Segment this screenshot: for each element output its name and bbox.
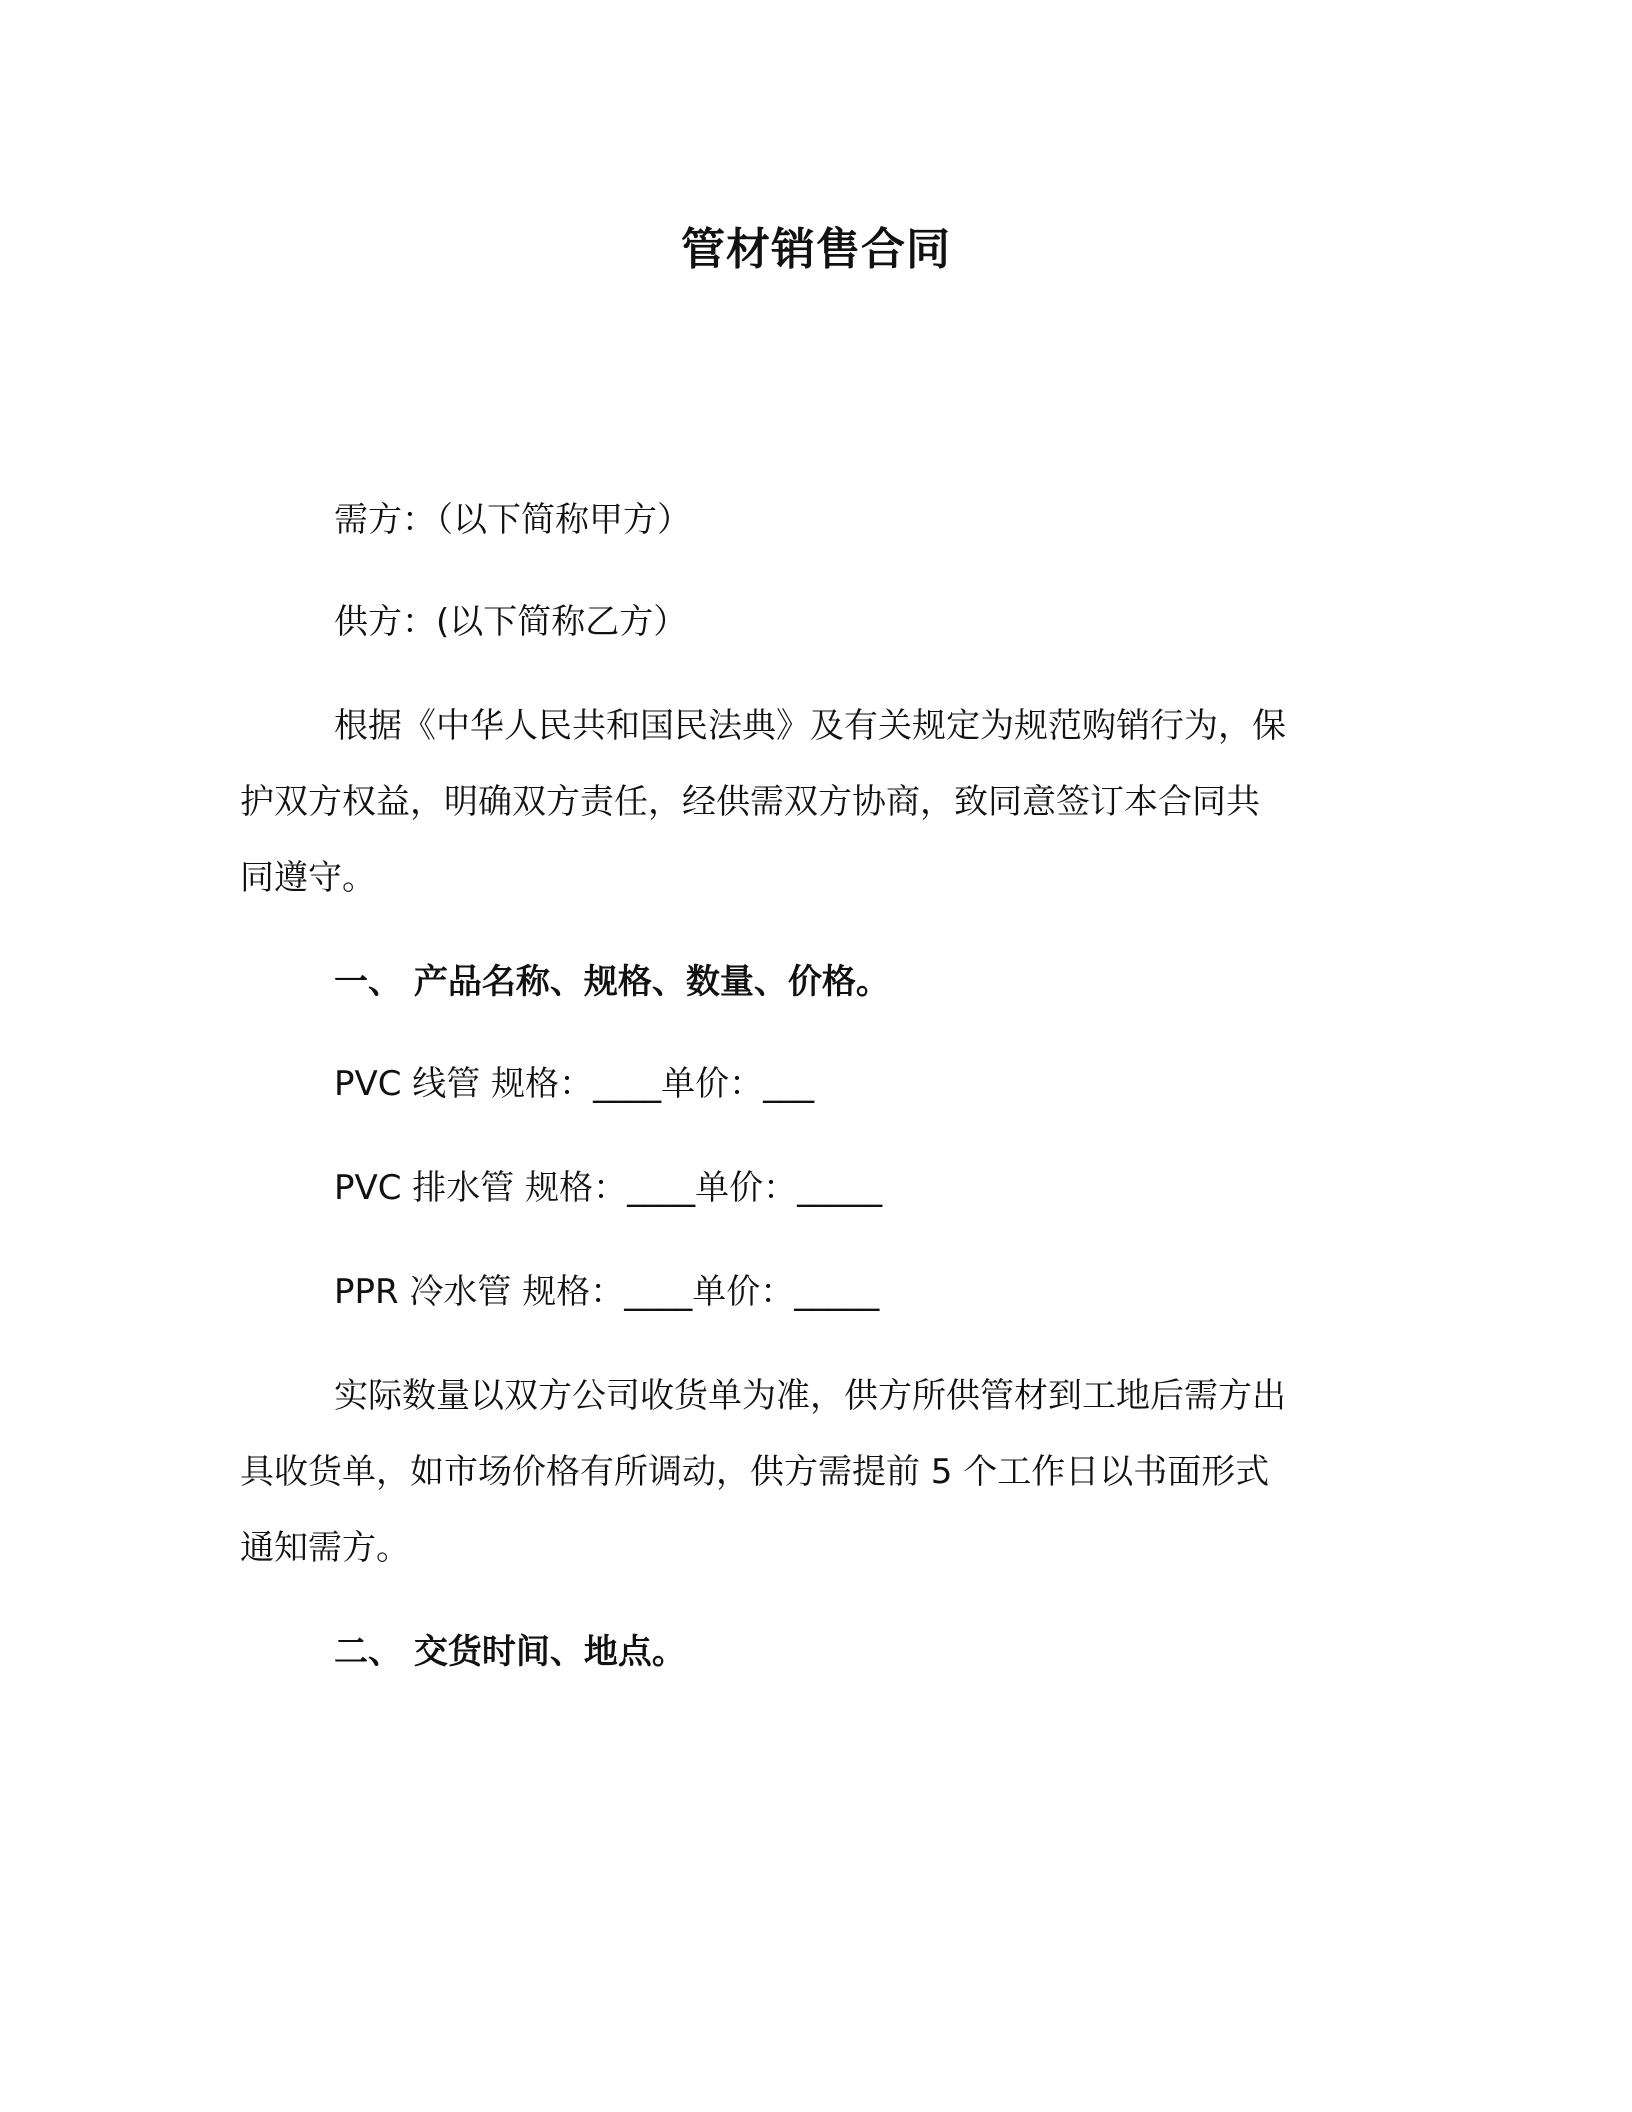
party-a-line: 需方：（以下简称甲方） xyxy=(334,500,691,540)
section-2-heading: 二、 交货时间、地点。 xyxy=(334,1632,686,1672)
quantity-note-line-2: 具收货单，如市场价格有所调动，供方需提前 5 个工作日以书面形式 xyxy=(240,1452,1270,1492)
party-b-line: 供方：(以下简称乙方） xyxy=(334,602,688,642)
product-item-pvc-drain: PVC 排水管 规格：____单价：_____ xyxy=(334,1168,883,1208)
quantity-note-line-1: 实际数量以双方公司收货单为准，供方所供管材到工地后需方出 xyxy=(334,1376,1286,1416)
preamble-line-1: 根据《中华人民共和国民法典》及有关规定为规范购销行为，保 xyxy=(334,706,1286,746)
preamble-line-3: 同遵守。 xyxy=(240,858,376,898)
document-title: 管材销售合同 xyxy=(681,224,951,275)
section-1-heading: 一、 产品名称、规格、数量、价格。 xyxy=(334,962,890,1002)
quantity-note-line-3: 通知需方。 xyxy=(240,1528,410,1568)
preamble-line-2: 护双方权益，明确双方责任，经供需双方协商，致同意签订本合同共 xyxy=(240,782,1260,822)
product-item-ppr-cold: PPR 冷水管 规格：____单价：_____ xyxy=(334,1272,880,1312)
product-item-pvc-conduit: PVC 线管 规格：____单价：___ xyxy=(334,1064,815,1104)
